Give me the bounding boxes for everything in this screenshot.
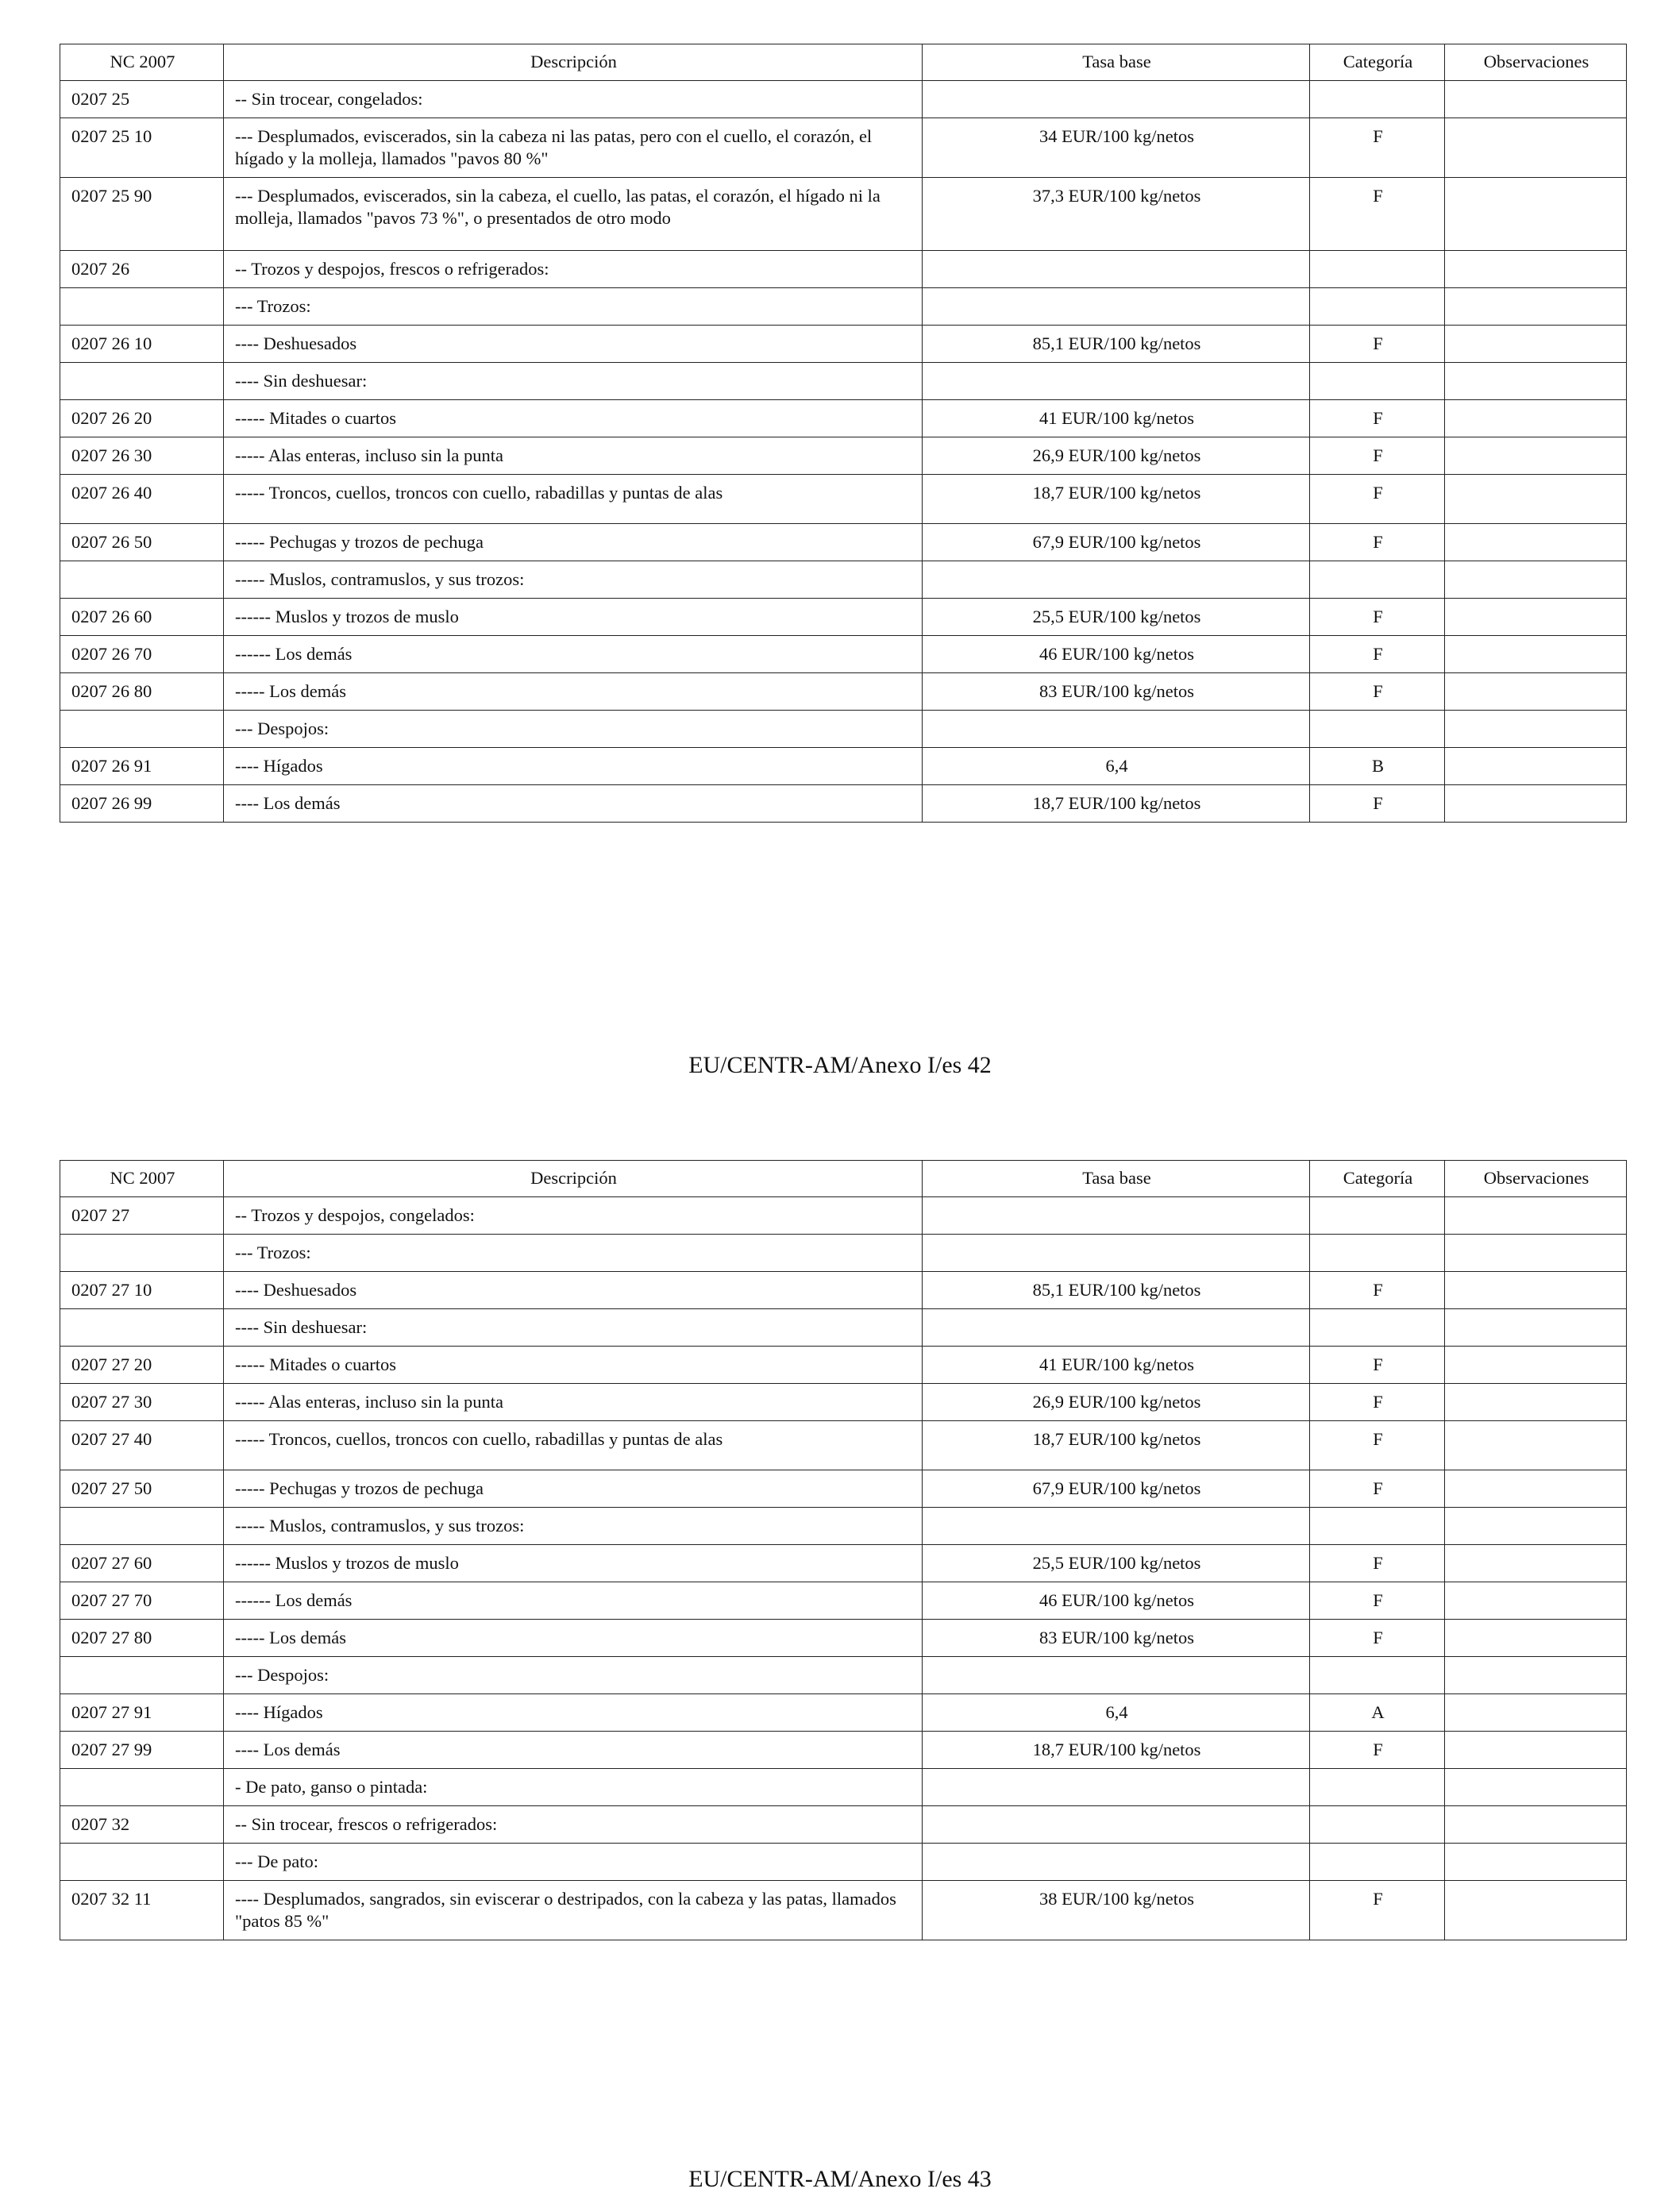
category (1310, 711, 1445, 748)
table-row (60, 1470, 1627, 1508)
nc-code: 0207 26 60 (60, 599, 224, 636)
description: ----- Muslos, contramuslos, y sus trozos: (224, 1508, 923, 1545)
observations (1445, 1347, 1627, 1384)
observations (1445, 1881, 1627, 1940)
base-rate: 18,7 EUR/100 kg/netos (923, 475, 1310, 524)
nc-code: 0207 25 10 (60, 118, 224, 178)
base-rate (923, 288, 1310, 326)
description: -- Trozos y despojos, congelados: (224, 1197, 923, 1235)
table-row (60, 1309, 1627, 1347)
base-rate: 83 EUR/100 kg/netos (923, 673, 1310, 711)
table-row (60, 1732, 1627, 1769)
category: F (1310, 673, 1445, 711)
observations (1445, 1384, 1627, 1421)
nc-code (60, 1508, 224, 1545)
category (1310, 1657, 1445, 1694)
header-description: Descripción (224, 44, 923, 81)
nc-code (60, 363, 224, 400)
observations (1445, 1806, 1627, 1844)
category: A (1310, 1694, 1445, 1732)
description: ---- Sin deshuesar: (224, 1309, 923, 1347)
observations (1445, 251, 1627, 288)
description: --- Desplumados, eviscerados, sin la cabeza ni las patas, pero con el cuello, el corazón, el hígado y la molleja, llamados "pavos 80 %" (224, 118, 923, 178)
observations (1445, 475, 1627, 524)
observations (1445, 1197, 1627, 1235)
nc-code: 0207 26 20 (60, 400, 224, 437)
nc-code: 0207 26 (60, 251, 224, 288)
description: ----- Muslos, contramuslos, y sus trozos: (224, 561, 923, 599)
base-rate (923, 81, 1310, 118)
category: F (1310, 118, 1445, 178)
table-row (60, 178, 1627, 251)
category: F (1310, 785, 1445, 823)
table-row (60, 1694, 1627, 1732)
observations (1445, 748, 1627, 785)
category: F (1310, 1421, 1445, 1470)
category (1310, 363, 1445, 400)
category: F (1310, 400, 1445, 437)
nc-code: 0207 26 99 (60, 785, 224, 823)
table-row (60, 1508, 1627, 1545)
table-row (60, 711, 1627, 748)
nc-code: 0207 32 (60, 1806, 224, 1844)
page-footer: EU/CENTR-AM/Anexo I/es 42 (688, 1052, 992, 1078)
table-row (60, 785, 1627, 823)
description: ----- Mitades o cuartos (224, 400, 923, 437)
base-rate (923, 561, 1310, 599)
table-row (60, 599, 1627, 636)
base-rate (923, 1309, 1310, 1347)
base-rate: 41 EUR/100 kg/netos (923, 1347, 1310, 1384)
base-rate (923, 1657, 1310, 1694)
base-rate: 25,5 EUR/100 kg/netos (923, 599, 1310, 636)
header-nc: NC 2007 (60, 44, 224, 81)
observations (1445, 178, 1627, 251)
table-row (60, 748, 1627, 785)
observations (1445, 1769, 1627, 1806)
description: --- Trozos: (224, 1235, 923, 1272)
nc-code: 0207 26 10 (60, 326, 224, 363)
table-row (60, 363, 1627, 400)
nc-code (60, 1657, 224, 1694)
base-rate: 18,7 EUR/100 kg/netos (923, 785, 1310, 823)
header-base-rate: Tasa base (923, 44, 1310, 81)
nc-code: 0207 27 80 (60, 1620, 224, 1657)
nc-code (60, 1309, 224, 1347)
base-rate: 38 EUR/100 kg/netos (923, 1881, 1310, 1940)
description: ----- Alas enteras, incluso sin la punta (224, 1384, 923, 1421)
nc-code: 0207 25 (60, 81, 224, 118)
table-row (60, 1545, 1627, 1582)
description: ----- Pechugas y trozos de pechuga (224, 1470, 923, 1508)
observations (1445, 288, 1627, 326)
base-rate: 37,3 EUR/100 kg/netos (923, 178, 1310, 251)
observations (1445, 437, 1627, 475)
nc-code: 0207 26 50 (60, 524, 224, 561)
description: ---- Deshuesados (224, 1272, 923, 1309)
observations (1445, 636, 1627, 673)
nc-code: 0207 32 11 (60, 1881, 224, 1940)
description: ----- Alas enteras, incluso sin la punta (224, 437, 923, 475)
category: F (1310, 1347, 1445, 1384)
table-row (60, 1384, 1627, 1421)
table-row (60, 1657, 1627, 1694)
description: ----- Troncos, cuellos, troncos con cuello, rabadillas y puntas de alas (224, 1421, 923, 1470)
base-rate: 18,7 EUR/100 kg/netos (923, 1732, 1310, 1769)
base-rate: 25,5 EUR/100 kg/netos (923, 1545, 1310, 1582)
description: ------ Muslos y trozos de muslo (224, 599, 923, 636)
description: ------ Los demás (224, 636, 923, 673)
nc-code: 0207 27 10 (60, 1272, 224, 1309)
table-row (60, 475, 1627, 524)
observations (1445, 1235, 1627, 1272)
observations (1445, 363, 1627, 400)
table-row (60, 1272, 1627, 1309)
base-rate: 85,1 EUR/100 kg/netos (923, 1272, 1310, 1309)
description: ---- Desplumados, sangrados, sin eviscerar o destripados, con la cabeza y las patas, llamados "patos 85 %" (224, 1881, 923, 1940)
header-observations: Observaciones (1445, 44, 1627, 81)
description: --- Despojos: (224, 1657, 923, 1694)
observations (1445, 1272, 1627, 1309)
table-row (60, 1421, 1627, 1470)
description: --- Desplumados, eviscerados, sin la cabeza, el cuello, las patas, el corazón, el hígado ni la molleja, llamados "pavos 73 %", o presentados de otro modo (224, 178, 923, 251)
observations (1445, 1620, 1627, 1657)
table-row (60, 81, 1627, 118)
base-rate: 83 EUR/100 kg/netos (923, 1620, 1310, 1657)
observations (1445, 599, 1627, 636)
table-row (60, 673, 1627, 711)
nc-code: 0207 27 50 (60, 1470, 224, 1508)
nc-code: 0207 27 (60, 1197, 224, 1235)
table-row (60, 524, 1627, 561)
nc-code: 0207 26 91 (60, 748, 224, 785)
observations (1445, 1470, 1627, 1508)
base-rate (923, 1844, 1310, 1881)
category: F (1310, 437, 1445, 475)
category: F (1310, 1384, 1445, 1421)
header-base-rate: Tasa base (923, 1161, 1310, 1197)
table-row (60, 1806, 1627, 1844)
category: B (1310, 748, 1445, 785)
nc-code (60, 711, 224, 748)
category: F (1310, 1545, 1445, 1582)
description: ----- Los demás (224, 673, 923, 711)
table-row (60, 288, 1627, 326)
category (1310, 81, 1445, 118)
table-row (60, 1197, 1627, 1235)
header-category: Categoría (1310, 44, 1445, 81)
base-rate: 34 EUR/100 kg/netos (923, 118, 1310, 178)
table-row (60, 251, 1627, 288)
description: ----- Los demás (224, 1620, 923, 1657)
nc-code: 0207 26 30 (60, 437, 224, 475)
observations (1445, 524, 1627, 561)
category: F (1310, 636, 1445, 673)
description: ---- Los demás (224, 785, 923, 823)
category: F (1310, 1881, 1445, 1940)
nc-code (60, 1769, 224, 1806)
nc-code: 0207 26 40 (60, 475, 224, 524)
category (1310, 1309, 1445, 1347)
description: ------ Los demás (224, 1582, 923, 1620)
table-row (60, 1844, 1627, 1881)
observations (1445, 1732, 1627, 1769)
category: F (1310, 1272, 1445, 1309)
base-rate: 6,4 (923, 1694, 1310, 1732)
observations (1445, 326, 1627, 363)
category: F (1310, 1582, 1445, 1620)
category (1310, 1235, 1445, 1272)
description: -- Sin trocear, frescos o refrigerados: (224, 1806, 923, 1844)
observations (1445, 785, 1627, 823)
observations (1445, 561, 1627, 599)
base-rate (923, 363, 1310, 400)
base-rate: 18,7 EUR/100 kg/netos (923, 1421, 1310, 1470)
base-rate (923, 711, 1310, 748)
tariff-table-page-42 (60, 44, 1627, 823)
table-row (60, 561, 1627, 599)
nc-code: 0207 27 70 (60, 1582, 224, 1620)
page-footer: EU/CENTR-AM/Anexo I/es 43 (688, 2166, 992, 2192)
header-observations: Observaciones (1445, 1161, 1627, 1197)
observations (1445, 1582, 1627, 1620)
nc-code (60, 1235, 224, 1272)
table-row (60, 1235, 1627, 1272)
table-row (60, 636, 1627, 673)
table-header-row (60, 44, 1627, 81)
category (1310, 1769, 1445, 1806)
base-rate (923, 251, 1310, 288)
table-row (60, 1582, 1627, 1620)
observations (1445, 1545, 1627, 1582)
category (1310, 288, 1445, 326)
observations (1445, 1694, 1627, 1732)
table-row (60, 1620, 1627, 1657)
category: F (1310, 1732, 1445, 1769)
nc-code: 0207 27 40 (60, 1421, 224, 1470)
description: ---- Los demás (224, 1732, 923, 1769)
category (1310, 561, 1445, 599)
observations (1445, 1844, 1627, 1881)
base-rate: 46 EUR/100 kg/netos (923, 1582, 1310, 1620)
category: F (1310, 475, 1445, 524)
observations (1445, 1657, 1627, 1694)
nc-code (60, 1844, 224, 1881)
table-header-row (60, 1161, 1627, 1197)
base-rate: 26,9 EUR/100 kg/netos (923, 1384, 1310, 1421)
observations (1445, 400, 1627, 437)
table-row (60, 437, 1627, 475)
description: --- Trozos: (224, 288, 923, 326)
base-rate: 67,9 EUR/100 kg/netos (923, 1470, 1310, 1508)
nc-code (60, 288, 224, 326)
description: ----- Pechugas y trozos de pechuga (224, 524, 923, 561)
description: ----- Mitades o cuartos (224, 1347, 923, 1384)
observations (1445, 711, 1627, 748)
observations (1445, 673, 1627, 711)
description: ---- Deshuesados (224, 326, 923, 363)
base-rate: 26,9 EUR/100 kg/netos (923, 437, 1310, 475)
header-nc: NC 2007 (60, 1161, 224, 1197)
header-category: Categoría (1310, 1161, 1445, 1197)
category (1310, 1197, 1445, 1235)
description: ----- Troncos, cuellos, troncos con cuello, rabadillas y puntas de alas (224, 475, 923, 524)
table-row (60, 326, 1627, 363)
observations (1445, 1508, 1627, 1545)
base-rate (923, 1806, 1310, 1844)
nc-code: 0207 27 60 (60, 1545, 224, 1582)
nc-code: 0207 27 20 (60, 1347, 224, 1384)
description: -- Sin trocear, congelados: (224, 81, 923, 118)
description: --- Despojos: (224, 711, 923, 748)
base-rate (923, 1769, 1310, 1806)
category (1310, 1806, 1445, 1844)
base-rate (923, 1197, 1310, 1235)
table-row (60, 1881, 1627, 1940)
base-rate: 6,4 (923, 748, 1310, 785)
description: ---- Sin deshuesar: (224, 363, 923, 400)
base-rate (923, 1508, 1310, 1545)
base-rate: 41 EUR/100 kg/netos (923, 400, 1310, 437)
table-row (60, 1347, 1627, 1384)
description: --- De pato: (224, 1844, 923, 1881)
header-description: Descripción (224, 1161, 923, 1197)
base-rate: 46 EUR/100 kg/netos (923, 636, 1310, 673)
nc-code: 0207 25 90 (60, 178, 224, 251)
category (1310, 1508, 1445, 1545)
category: F (1310, 326, 1445, 363)
category: F (1310, 178, 1445, 251)
observations (1445, 1421, 1627, 1470)
base-rate: 67,9 EUR/100 kg/netos (923, 524, 1310, 561)
observations (1445, 1309, 1627, 1347)
nc-code: 0207 26 70 (60, 636, 224, 673)
base-rate: 85,1 EUR/100 kg/netos (923, 326, 1310, 363)
nc-code: 0207 27 30 (60, 1384, 224, 1421)
observations (1445, 118, 1627, 178)
nc-code: 0207 27 99 (60, 1732, 224, 1769)
tariff-table-page-43 (60, 1160, 1627, 1940)
base-rate (923, 1235, 1310, 1272)
description: ---- Hígados (224, 748, 923, 785)
category (1310, 1844, 1445, 1881)
table-row (60, 118, 1627, 178)
table-row (60, 400, 1627, 437)
observations (1445, 81, 1627, 118)
category: F (1310, 1620, 1445, 1657)
category (1310, 251, 1445, 288)
table-row (60, 1769, 1627, 1806)
category: F (1310, 524, 1445, 561)
category: F (1310, 1470, 1445, 1508)
description: ------ Muslos y trozos de muslo (224, 1545, 923, 1582)
nc-code (60, 561, 224, 599)
description: ---- Hígados (224, 1694, 923, 1732)
nc-code: 0207 26 80 (60, 673, 224, 711)
nc-code: 0207 27 91 (60, 1694, 224, 1732)
description: - De pato, ganso o pintada: (224, 1769, 923, 1806)
description: -- Trozos y despojos, frescos o refrigerados: (224, 251, 923, 288)
category: F (1310, 599, 1445, 636)
